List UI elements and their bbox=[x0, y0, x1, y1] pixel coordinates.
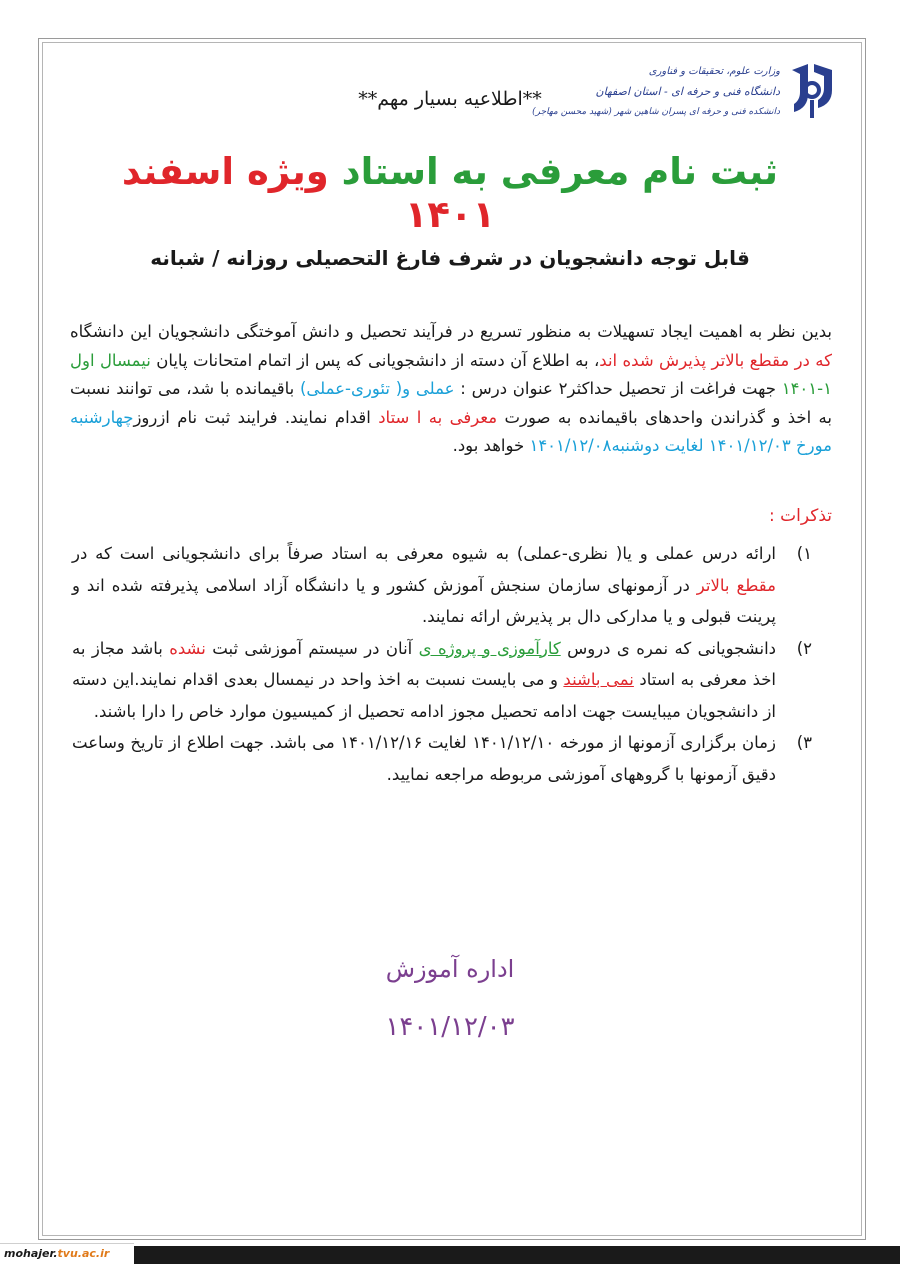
page-title bbox=[100, 150, 800, 236]
university-emblem-icon bbox=[784, 60, 840, 120]
notes-heading: تذکرات : bbox=[769, 506, 832, 526]
note-text: باشد مجاز به اخذ معرفی به استاد bbox=[72, 638, 777, 689]
note-text: زمان برگزاری آزمونها از مورخه ۱۴۰۱/۱۲/۱۰ لغایت ۱۴۰۱/۱۲/۱۶ می باشد. جهت اطلاع از تاریخ وساعت دقیق آزمونها با گروههای آموزشی مربوطه مراجعه نمایید. bbox=[72, 733, 776, 784]
intro-highlight-semester: نیمسال اول ۱-۱۴۰۱ bbox=[70, 350, 832, 399]
note-item bbox=[72, 633, 812, 728]
title-highlight: ویژه اسفند ۱۴۰۱ bbox=[121, 150, 496, 236]
footer-site-link[interactable] bbox=[0, 1243, 134, 1264]
intro-highlight-dates: چهارشنبه مورخ ۱۴۰۱/۱۲/۰۳ لغایت دوشنبه۱۴۰۱/۱۲/۰۸ bbox=[70, 407, 832, 456]
signature-date: ۱۴۰۱/۱۲/۰۳ bbox=[385, 1012, 515, 1042]
logo-text bbox=[532, 62, 780, 122]
notes-list bbox=[72, 538, 812, 790]
intro-highlight-admitted: که در مقطع بالاتر پذیرش شده اند bbox=[599, 350, 833, 370]
page-subtitle: قابل توجه دانشجویان در شرف فارغ التحصیلی روزانه / شبانه bbox=[150, 246, 750, 270]
note-text: آنان در سیستم آموزشی ثبت bbox=[205, 638, 419, 658]
note-highlight: مقطع بالاتر bbox=[696, 575, 776, 595]
intro-text-5: اقدام نمایند. فرایند ثبت نام ازروز bbox=[133, 407, 379, 427]
note-item bbox=[72, 538, 812, 633]
note-number: ۳) bbox=[796, 733, 812, 752]
logo-ministry: وزارت علوم، تحقیقات و فناوری bbox=[648, 66, 780, 77]
note-text: ارائه درس عملی و یا( نظری-عملی) به شیوه معرفی به استاد صرفاً برای دانشجویانی است که در bbox=[72, 544, 776, 563]
university-logo bbox=[532, 58, 840, 138]
note-text: و می بایست نسبت به اخذ واحد در نیمسال بعدی اقدام نمایند.این دسته از دانشجویان میبایست جهت ادامه تحصیل مجوز ادامه تحصیل از کمیسیون موارد خاص را دارا باشند. bbox=[72, 670, 776, 721]
logo-faculty: دانشکده فنی و حرفه ای پسران شاهین شهر (شهید محسن مهاجر) bbox=[532, 107, 780, 117]
intro-text-1: بدین نظر به اهمیت ایجاد تسهیلات به منظور تسریع در فرآیند تحصیل و دانش آموختگی دانشجویان این دانشگاه bbox=[70, 322, 832, 341]
intro-highlight-course-type: عملی و( تئوری-عملی) bbox=[299, 379, 455, 399]
footer-site-domain: tvu.ac.ir bbox=[57, 1247, 110, 1260]
signature-office: اداره آموزش bbox=[385, 955, 515, 983]
intro-paragraph bbox=[70, 318, 832, 461]
note-number: ۱) bbox=[796, 544, 812, 563]
note-number: ۲) bbox=[796, 638, 812, 658]
note-text: در آزمونهای سازمان سنجش آموزش کشور و یا دانشگاه آزاد اسلامی پذیرفته شده اند و پرینت قبولی و یا مدارکی دال بر پذیرش ارائه نمایند. bbox=[72, 575, 776, 626]
footer-site-prefix: mohajer. bbox=[4, 1247, 58, 1260]
note-item bbox=[72, 727, 812, 790]
title-main: ثبت نام معرفی به استاد bbox=[328, 150, 779, 193]
intro-text-3: جهت فراغت از تحصیل حداکثر۲ عنوان درس : bbox=[454, 379, 782, 399]
note-text: دانشجویانی که نمره ی دروس bbox=[560, 638, 777, 658]
note-highlight: نشده bbox=[169, 638, 206, 658]
intro-text-6: خواهد بود. bbox=[452, 436, 530, 456]
note-highlight: کارآموزی و پروژه ی bbox=[418, 638, 561, 658]
intro-text-2: ، به اطلاع آن دسته از دانشجویانی که پس از اتمام امتحانات پایان bbox=[150, 350, 600, 370]
important-notice-label: **اطلاعیه بسیار مهم** bbox=[358, 88, 542, 110]
logo-university: دانشگاه فنی و حرفه ای - استان اصفهان bbox=[595, 85, 780, 98]
intro-highlight-intro-to-professor: معرفی به ا ستاد bbox=[378, 407, 498, 427]
intro-text-4: باقیمانده با شد، می توانند نسبت به اخذ و گذراندن واحدهای باقیمانده به صورت bbox=[70, 379, 832, 427]
footer-bar bbox=[0, 1246, 900, 1264]
note-highlight: نمی باشند bbox=[563, 670, 634, 689]
